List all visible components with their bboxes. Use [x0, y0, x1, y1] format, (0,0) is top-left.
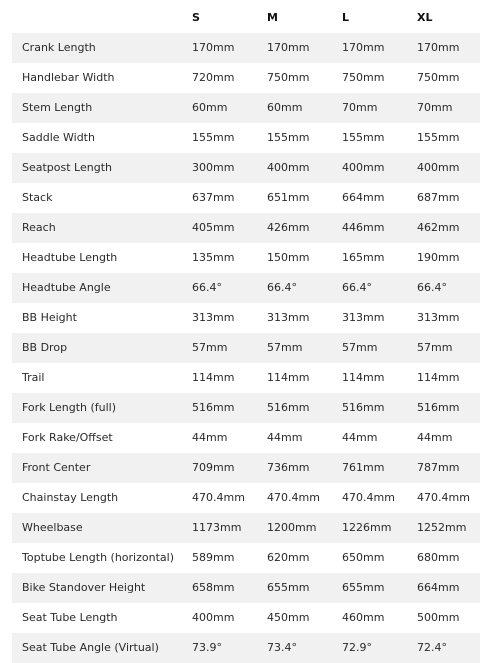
value-xl: 44mm	[417, 431, 453, 444]
row-label: Fork Length (full)	[22, 401, 117, 414]
value-l: 400mm	[342, 161, 385, 174]
value-l: 750mm	[342, 71, 385, 84]
value-s: 589mm	[192, 551, 235, 564]
value-l: 66.4°	[342, 281, 372, 294]
value-l: 1226mm	[342, 521, 392, 534]
value-l: 57mm	[342, 341, 378, 354]
value-s: 155mm	[192, 131, 235, 144]
row-label: Trail	[22, 371, 45, 384]
value-s: 1173mm	[192, 521, 242, 534]
value-s: 170mm	[192, 41, 235, 54]
table-row	[12, 63, 480, 93]
value-l: 460mm	[342, 611, 385, 624]
value-m: 170mm	[267, 41, 310, 54]
value-xl: 57mm	[417, 341, 453, 354]
row-label: Handlebar Width	[22, 71, 115, 84]
value-xl: 400mm	[417, 161, 460, 174]
table-row	[12, 273, 480, 303]
value-m: 736mm	[267, 461, 310, 474]
table-row	[12, 603, 480, 633]
table-row	[12, 333, 480, 363]
row-label: Toptube Length (horizontal)	[22, 551, 174, 564]
value-xl: 680mm	[417, 551, 460, 564]
table-row	[12, 183, 480, 213]
value-s: 720mm	[192, 71, 235, 84]
value-s: 658mm	[192, 581, 235, 594]
table-row	[12, 393, 480, 423]
row-label: Front Center	[22, 461, 91, 474]
table-row	[12, 153, 480, 183]
table-row	[12, 363, 480, 393]
value-m: 1200mm	[267, 521, 317, 534]
value-l: 313mm	[342, 311, 385, 324]
value-s: 313mm	[192, 311, 235, 324]
value-l: 70mm	[342, 101, 378, 114]
table-row	[12, 513, 480, 543]
value-xl: 516mm	[417, 401, 460, 414]
size-header-s: S	[192, 11, 200, 24]
value-l: 470.4mm	[342, 491, 395, 504]
value-l: 114mm	[342, 371, 385, 384]
value-s: 57mm	[192, 341, 228, 354]
value-xl: 664mm	[417, 581, 460, 594]
value-xl: 313mm	[417, 311, 460, 324]
row-label: Crank Length	[22, 41, 96, 54]
row-label: Headtube Angle	[22, 281, 111, 294]
size-header-xl: XL	[417, 11, 433, 24]
value-l: 655mm	[342, 581, 385, 594]
value-xl: 170mm	[417, 41, 460, 54]
value-m: 44mm	[267, 431, 303, 444]
value-xl: 470.4mm	[417, 491, 470, 504]
table-row	[12, 543, 480, 573]
row-label: Seat Tube Length	[22, 611, 118, 624]
value-m: 516mm	[267, 401, 310, 414]
table-row	[12, 93, 480, 123]
table-row	[12, 483, 480, 513]
table-row	[12, 573, 480, 603]
table-row	[12, 243, 480, 273]
value-xl: 114mm	[417, 371, 460, 384]
value-s: 135mm	[192, 251, 235, 264]
value-s: 400mm	[192, 611, 235, 624]
value-l: 72.9°	[342, 641, 372, 654]
value-l: 446mm	[342, 221, 385, 234]
table-row	[12, 633, 480, 663]
value-m: 470.4mm	[267, 491, 320, 504]
value-xl: 190mm	[417, 251, 460, 264]
value-xl: 66.4°	[417, 281, 447, 294]
geometry-table	[12, 0, 480, 663]
value-s: 405mm	[192, 221, 235, 234]
value-xl: 750mm	[417, 71, 460, 84]
geometry-rows	[12, 33, 480, 663]
table-row	[12, 423, 480, 453]
value-s: 44mm	[192, 431, 228, 444]
value-xl: 687mm	[417, 191, 460, 204]
row-label: Stack	[22, 191, 53, 204]
row-label: Saddle Width	[22, 131, 95, 144]
row-label: Fork Rake/Offset	[22, 431, 113, 444]
value-xl: 500mm	[417, 611, 460, 624]
value-m: 750mm	[267, 71, 310, 84]
row-label: BB Drop	[22, 341, 68, 354]
value-m: 150mm	[267, 251, 310, 264]
table-row	[12, 33, 480, 63]
value-l: 664mm	[342, 191, 385, 204]
value-xl: 462mm	[417, 221, 460, 234]
value-m: 114mm	[267, 371, 310, 384]
value-m: 620mm	[267, 551, 310, 564]
value-m: 155mm	[267, 131, 310, 144]
value-m: 651mm	[267, 191, 310, 204]
table-row	[12, 123, 480, 153]
value-s: 470.4mm	[192, 491, 245, 504]
value-m: 426mm	[267, 221, 310, 234]
size-header-row	[12, 0, 480, 33]
value-xl: 155mm	[417, 131, 460, 144]
value-l: 155mm	[342, 131, 385, 144]
row-label: Headtube Length	[22, 251, 118, 264]
row-label: Stem Length	[22, 101, 93, 114]
value-s: 516mm	[192, 401, 235, 414]
value-s: 114mm	[192, 371, 235, 384]
table-row	[12, 453, 480, 483]
value-m: 57mm	[267, 341, 303, 354]
value-m: 73.4°	[267, 641, 297, 654]
value-m: 450mm	[267, 611, 310, 624]
table-row	[12, 213, 480, 243]
value-l: 170mm	[342, 41, 385, 54]
value-s: 637mm	[192, 191, 235, 204]
row-label: Seatpost Length	[22, 161, 112, 174]
row-label: Chainstay Length	[22, 491, 119, 504]
row-label: Reach	[22, 221, 56, 234]
value-m: 655mm	[267, 581, 310, 594]
value-l: 650mm	[342, 551, 385, 564]
size-header-m: M	[267, 11, 278, 24]
value-s: 73.9°	[192, 641, 222, 654]
value-s: 66.4°	[192, 281, 222, 294]
value-s: 709mm	[192, 461, 235, 474]
row-label: Bike Standover Height	[22, 581, 146, 594]
row-label: Seat Tube Angle (Virtual)	[22, 641, 159, 654]
value-m: 400mm	[267, 161, 310, 174]
size-header-l: L	[342, 11, 350, 24]
value-m: 66.4°	[267, 281, 297, 294]
value-s: 60mm	[192, 101, 228, 114]
value-l: 165mm	[342, 251, 385, 264]
value-xl: 70mm	[417, 101, 453, 114]
row-label: Wheelbase	[22, 521, 83, 534]
value-xl: 72.4°	[417, 641, 447, 654]
value-xl: 1252mm	[417, 521, 467, 534]
value-m: 313mm	[267, 311, 310, 324]
table-row	[12, 303, 480, 333]
value-l: 516mm	[342, 401, 385, 414]
row-label: BB Height	[22, 311, 77, 324]
value-xl: 787mm	[417, 461, 460, 474]
value-l: 761mm	[342, 461, 385, 474]
value-l: 44mm	[342, 431, 378, 444]
value-m: 60mm	[267, 101, 303, 114]
value-s: 300mm	[192, 161, 235, 174]
